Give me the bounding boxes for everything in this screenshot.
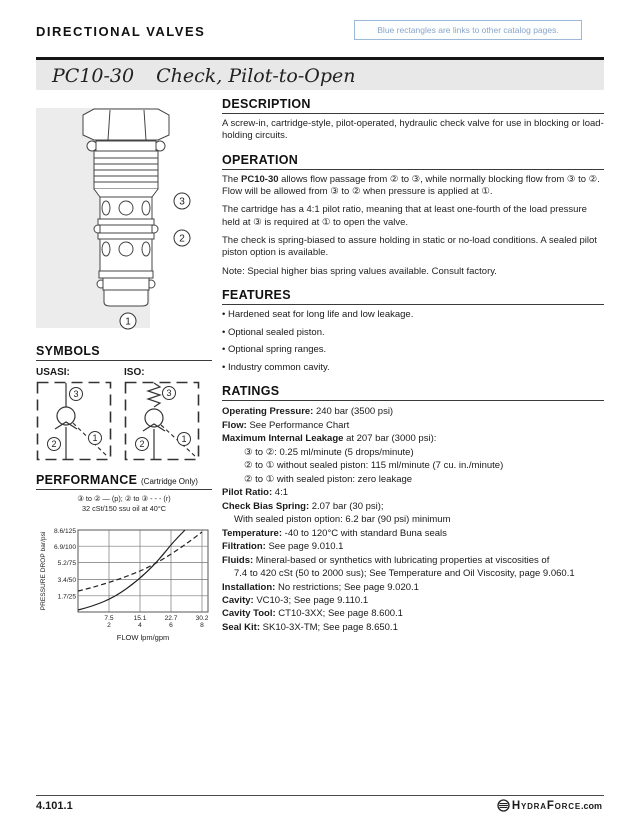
rating-row: Fluids: Mineral-based or synthetics with lubricating properties at viscosities of (222, 554, 550, 566)
model-number: PC10-30 (52, 65, 135, 87)
rating-row: Flow: See Performance Chart (222, 419, 350, 431)
feature-item: • Hardened seat for long life and low leakage. (222, 309, 604, 322)
ratings-section (222, 384, 604, 634)
link-note-box: Blue rectangles are links to other catalog pages. (354, 20, 582, 40)
svg-text:8: 8 (200, 621, 204, 629)
page-number: 4.101.1 (36, 800, 73, 812)
x-axis-label: FLOW lpm/gpm (116, 632, 170, 642)
brand-name: HydraForce (511, 799, 581, 812)
hydraforce-logo-icon (497, 799, 510, 812)
operation-heading: OPERATION (222, 153, 604, 170)
feature-item: • Optional spring ranges. (222, 344, 604, 357)
usasi-label: USASI: (36, 367, 70, 378)
operation-p3: The check is spring-biased to assure holding in static or no-load conditions. A sealed pilot piston option is available. (222, 235, 597, 259)
rating-row: Installation: No restrictions; See page 9.020.1 (222, 581, 419, 593)
operation-p2: The cartridge has a 4:1 pilot ratio, meaning that at least one-fourth of the load pressure held at ③ is required at ① to open the valve. (222, 204, 587, 228)
svg-text:4: 4 (138, 621, 142, 629)
port-3-callout: 3 (179, 196, 185, 208)
operation-section (222, 153, 604, 278)
description-section (222, 97, 604, 143)
usasi-port-2: 2 (51, 439, 57, 449)
svg-text:2: 2 (107, 621, 111, 629)
rating-row: Check Bias Spring: 2.07 bar (30 psi); (222, 500, 384, 512)
svg-text:15.1: 15.1 (133, 614, 147, 622)
svg-text:6: 6 (169, 621, 173, 629)
rating-row: Temperature: -40 to 120°C with standard Buna seals (222, 527, 447, 539)
chart-legend-line2: 32 cSt/150 ssu oil at 40°C (81, 503, 167, 513)
description-body: A screw-in, cartridge-style, pilot-operated, hydraulic check valve for use in blocking or load-holding circuits. (222, 118, 604, 142)
iso-symbol (124, 381, 200, 461)
right-column (222, 97, 604, 644)
rating-row: ③ to ②: 0.25 ml/minute (5 drops/minute) (244, 446, 414, 458)
cartridge-valve-drawing (58, 102, 208, 334)
performance-section (36, 473, 212, 648)
operation-p1: The PC10-30 allows flow passage from ② to ③, while normally blocking flow from ③ to ②. Flow will be allowed from ③ to ② when pressure is applied at ①. (222, 173, 600, 198)
ytick-2: 5.2/75 (57, 559, 76, 567)
feature-item: • Optional sealed piston. (222, 327, 604, 340)
rating-row: Pilot Ratio: 4:1 (222, 487, 288, 499)
description-heading: DESCRIPTION (222, 97, 604, 114)
ytick-4: 1.7/25 (57, 593, 76, 601)
symbols-heading: SYMBOLS (36, 344, 212, 361)
svg-text:22.7: 22.7 (164, 614, 178, 622)
performance-heading: PERFORMANCE (36, 473, 138, 487)
category-title: DIRECTIONAL VALVES (36, 24, 206, 39)
rating-row: With sealed piston option: 6.2 bar (90 psi) minimum (234, 514, 451, 526)
feature-item: • Industry common cavity. (222, 362, 604, 375)
iso-port-3: 3 (166, 388, 172, 398)
rating-row: Cavity: VC10-3; See page 9.110.1 (222, 595, 369, 606)
performance-chart (36, 516, 241, 648)
iso-port-2: 2 (139, 439, 145, 449)
usasi-port-3: 3 (73, 389, 79, 399)
valve-name: Check, Pilot-to-Open (156, 65, 356, 87)
ytick-1: 6.9/100 (54, 543, 76, 551)
rating-row: ② to ① without sealed piston: 115 ml/minute (7 cu. in./minute) (244, 460, 504, 472)
footer-divider (36, 795, 604, 796)
features-section (222, 288, 604, 374)
y-axis-label: PRESSURE DROP bar/psi (40, 531, 47, 611)
ytick-0: 8.6/125 (54, 527, 76, 535)
page-title (36, 57, 604, 90)
svg-text:30.2: 30.2 (195, 614, 209, 622)
symbols-section (36, 344, 212, 461)
usasi-port-1: 1 (92, 433, 98, 443)
rating-row: ② to ① with sealed piston: zero leakage (244, 473, 413, 485)
brand-logo (497, 799, 602, 812)
brand-suffix: .com (580, 800, 602, 811)
usasi-symbol (36, 381, 112, 461)
port-1-callout: 1 (125, 316, 131, 328)
iso-port-1: 1 (181, 434, 187, 444)
performance-subheading: (Cartridge Only) (141, 477, 198, 486)
rating-row: Seal Kit: SK10-3X-TM; See page 8.650.1 (222, 621, 398, 633)
rating-row: Operating Pressure: 240 bar (3500 psi) (222, 406, 394, 418)
operation-p4: Note: Special higher bias spring values available. Consult factory. (222, 265, 497, 277)
ytick-3: 3.4/50 (57, 576, 76, 584)
ratings-heading: RATINGS (222, 384, 604, 401)
iso-label: ISO: (124, 367, 145, 378)
rating-row: Maximum Internal Leakage at 207 bar (3000 psi): (222, 433, 437, 445)
svg-text:7.5: 7.5 (104, 614, 114, 622)
port-2-callout: 2 (179, 233, 185, 245)
rating-row: Cavity Tool: CT10-3XX; See page 8.600.1 (222, 608, 403, 620)
rating-row: 7.4 to 420 cSt (50 to 2000 sus); See Temperature and Oil Viscosity, page 9.060.1 (234, 568, 575, 580)
left-column (36, 100, 212, 648)
chart-legend-line1: ③ to ② — (p); ② to ③ - - - (r) (77, 494, 171, 503)
features-heading: FEATURES (222, 288, 604, 305)
rating-row: Filtration: See page 9.010.1 (222, 541, 344, 553)
valve-figure (36, 100, 212, 338)
